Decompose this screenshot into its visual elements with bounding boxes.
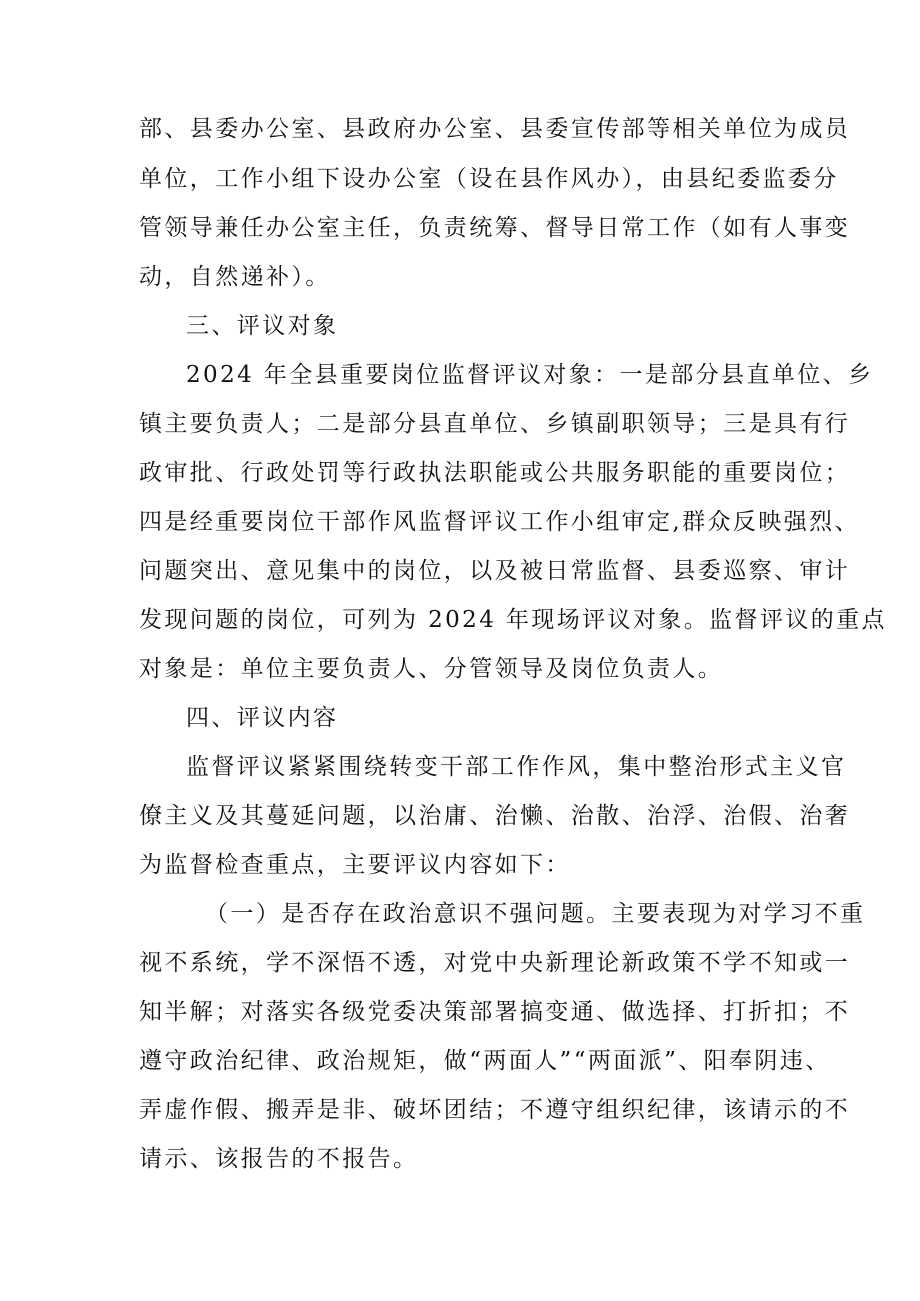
subsection-line: （一）是否存在政治意识不强问题。主要表现为对学习不重 xyxy=(205,901,866,927)
para-line: 四是经重要岗位干部作风监督评议工作小组审定,群众反映强烈、 xyxy=(139,509,860,535)
section-heading: 四、评议内容 xyxy=(186,705,339,731)
para-line: 对象是：单位主要负责人、分管领导及岗位负责人。 xyxy=(139,656,724,682)
para-line: 知半解；对落实各级党委决策部署搞变通、做选择、打折扣；不 xyxy=(139,999,851,1025)
para-line: 僚主义及其蔓延问题，以治庸、治懒、治散、治浮、治假、治奢 xyxy=(139,803,851,829)
section-heading: 三、评议对象 xyxy=(186,313,339,339)
para-line: 问题突出、意见集中的岗位，以及被日常监督、县委巡察、审计 xyxy=(139,558,851,584)
para-line: 弄虚作假、搬弄是非、破坏团结；不遵守组织纪律，该请示的不 xyxy=(139,1097,851,1123)
para-line: 部、县委办公室、县政府办公室、县委宣传部等相关单位为成员 xyxy=(139,116,851,142)
para-line: 单位，工作小组下设办公室（设在县作风办），由县纪委监委分 xyxy=(139,166,839,192)
para-line: 遵守政治纪律、政治规矩，做“两面人”“两面派”、阳奉阴违、 xyxy=(139,1048,831,1074)
para-line: 请示、该报告的不报告。 xyxy=(139,1146,419,1172)
para-line: 政审批、行政处罚等行政执法职能或公共服务职能的重要岗位； xyxy=(139,460,851,486)
para-line: 发现问题的岗位，可列为 2024 年现场评议对象。监督评议的重点 xyxy=(139,607,887,633)
para-line: 2024 年全县重要岗位监督评议对象：一是部分县直单位、乡 xyxy=(186,362,874,388)
para-line: 管领导兼任办公室主任，负责统筹、督导日常工作（如有人事变 xyxy=(139,215,851,241)
para-line: 动，自然递补）。 xyxy=(139,264,331,290)
para-line: 监督评议紧紧围绕转变干部工作作风，集中整治形式主义官 xyxy=(186,754,847,780)
para-line: 镇主要负责人；二是部分县直单位、乡镇副职领导；三是具有行 xyxy=(139,411,851,437)
para-line: 视不系统，学不深悟不透，对党中央新理论新政策不学不知或一 xyxy=(139,950,851,976)
para-line: 为监督检查重点，主要评议内容如下： xyxy=(139,852,571,878)
